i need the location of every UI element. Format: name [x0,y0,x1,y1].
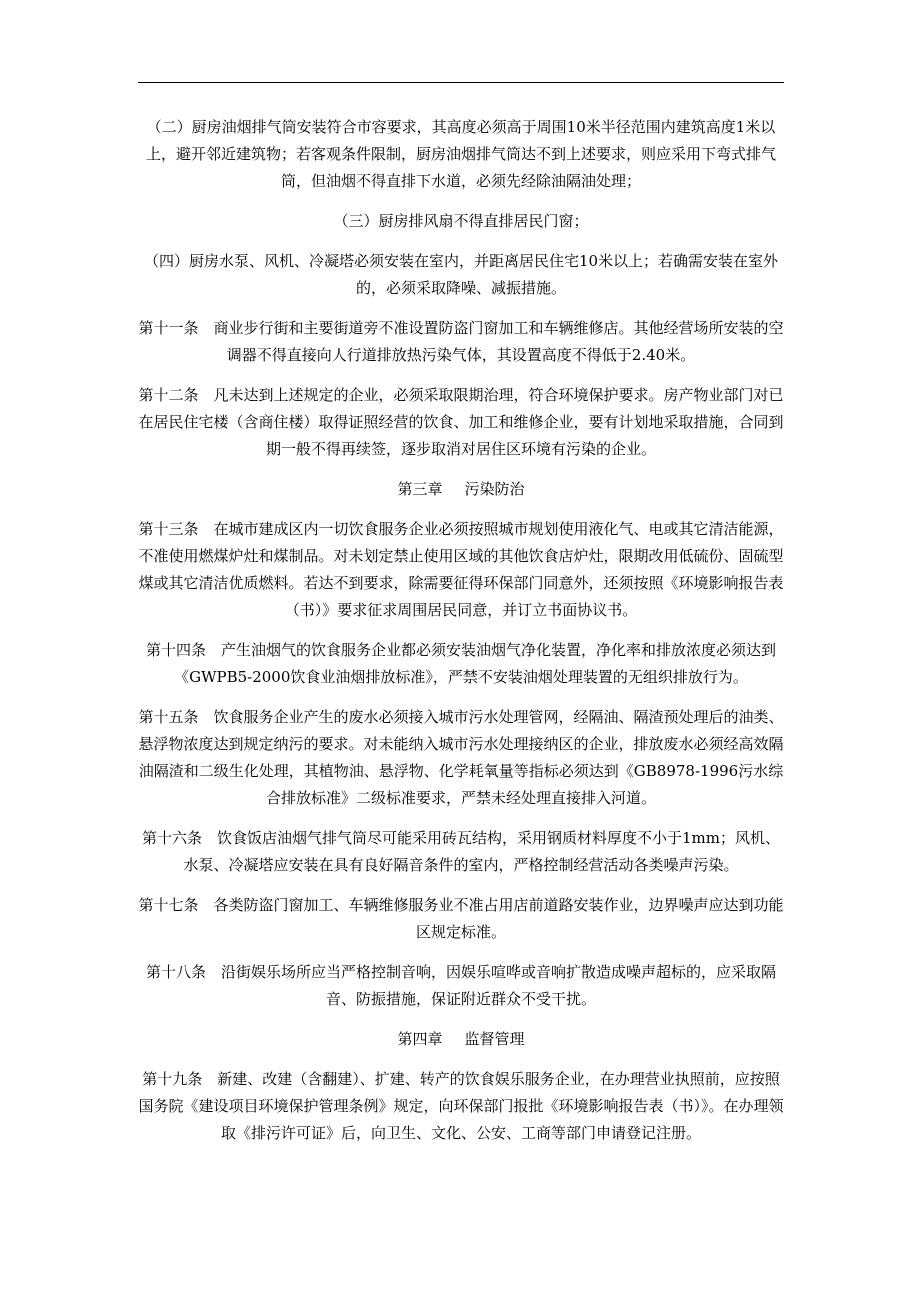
chapter-3-heading [138,476,784,503]
article-label: 第十六条 [141,829,202,847]
article-label: 第十九条 [142,1070,203,1088]
article-18 [138,959,784,1013]
article-text: 产生油烟气的饮食服务企业都必须安装油烟气净化装置，净化率和排放浓度必须达到《GWPB5-2000饮食业油烟排放标准》，严禁不安装油烟处理装置的无组织排放行为。 [174,641,777,686]
paragraph-text: （四）厨房水泵、风机、冷凝塔必须安装在室内，并距离居民住宅10米以上；若确需安装在室外的，必须采取降噪、减振措施。 [143,252,779,297]
article-label: 第十四条 [145,641,206,659]
article-text: 商业步行街和主要街道旁不准设置防盗门窗加工和车辆维修店。其他经营场所安装的空调器不得直接向人行道排放热污染气体，其设置高度不得低于2.40米。 [213,319,784,364]
paragraph-text: （二）厨房油烟排气筒安装符合市容要求，其高度必须高于周围10米半径范围内建筑高度1米以上，避开邻近建筑物；若客观条件限制，厨房油烟排气筒达不到上述要求，则应采用下弯式排气筒，但油烟不得直排下水道，必须先经除油隔油处理； [145,118,776,190]
article-16 [138,825,784,879]
article-text: 各类防盗门窗加工、车辆维修服务业不准占用店前道路安装作业，边界噪声应达到功能区规定标准。 [213,896,784,941]
paragraph-text: （三）厨房排风扇不得直排居民门窗； [333,212,589,230]
article-11 [138,315,784,369]
article-label: 第十一条 [138,319,199,337]
chapter-4-heading [138,1026,784,1053]
document-body [138,114,784,1160]
article-label: 第十二条 [138,386,199,404]
article-text: 饮食服务企业产生的废水必须接入城市污水处理管网，经隔油、隔渣预处理后的油类、悬浮物浓度达到规定纳污的要求。对未能纳入城市污水处理接纳区的企业，排放废水必须经高效隔油隔渣和二级生化处理，其植物油、悬浮物、化学耗氧量等指标必须达到《GB8978-1996污水综合排放标准》二级标准要求，严禁未经处理直接排入河道。 [138,708,784,807]
paragraph-4 [138,248,784,302]
article-12 [138,382,784,463]
chapter-label: 第三章 [397,480,443,498]
article-19 [138,1066,784,1147]
article-text: 新建、改建（含翻建）、扩建、转产的饮食娱乐服务企业，在办理营业执照前，应按照国务院《建设项目环境保护管理条例》规定，向环保部门报批《环境影响报告表（书）》。在办理领取《排污许可证》后，向卫生、文化、公安、工商等部门申请登记注册。 [138,1070,784,1142]
article-text: 凡未达到上述规定的企业，必须采取限期治理，符合环境保护要求。房产物业部门对已在居民住宅楼（含商住楼）取得证照经营的饮食、加工和维修企业，要有计划地采取措施，合同到期一般不得再续签，逐步取消对居住区环境有污染的企业。 [138,386,784,458]
header-rule [138,82,784,83]
article-text: 在城市建成区内一切饮食服务企业必须按照城市规划使用液化气、电或其它清洁能源，不准使用燃煤炉灶和煤制品。对未划定禁止使用区域的其他饮食店炉灶，限期改用低硫份、固硫型煤或其它清洁优质燃料。若达不到要求，除需要征得环保部门同意外，还须按照《环境影响报告表（书）》要求征求周围居民同意，并订立书面协议书。 [138,520,784,619]
article-17 [138,892,784,946]
article-label: 第十七条 [138,896,199,914]
article-14 [138,637,784,691]
article-label: 第十五条 [138,708,199,726]
article-13 [138,516,784,624]
article-label: 第十八条 [145,963,206,981]
article-15 [138,704,784,812]
chapter-title: 监督管理 [464,1030,525,1048]
article-text: 沿街娱乐场所应当严格控制音响，因娱乐喧哗或音响扩散造成噪声超标的，应采取隔音、防振措施，保证附近群众不受干扰。 [221,963,777,1008]
chapter-label: 第四章 [397,1030,443,1048]
article-text: 饮食饭店油烟气排气筒尽可能采用砖瓦结构，采用钢质材料厚度不小于1mm；风机、水泵、冷凝塔应安装在具有良好隔音条件的室内，严格控制经营活动各类噪声污染。 [183,829,780,874]
paragraph-2 [138,114,784,195]
article-label: 第十三条 [138,520,199,538]
chapter-title: 污染防治 [464,480,525,498]
paragraph-3 [138,208,784,235]
